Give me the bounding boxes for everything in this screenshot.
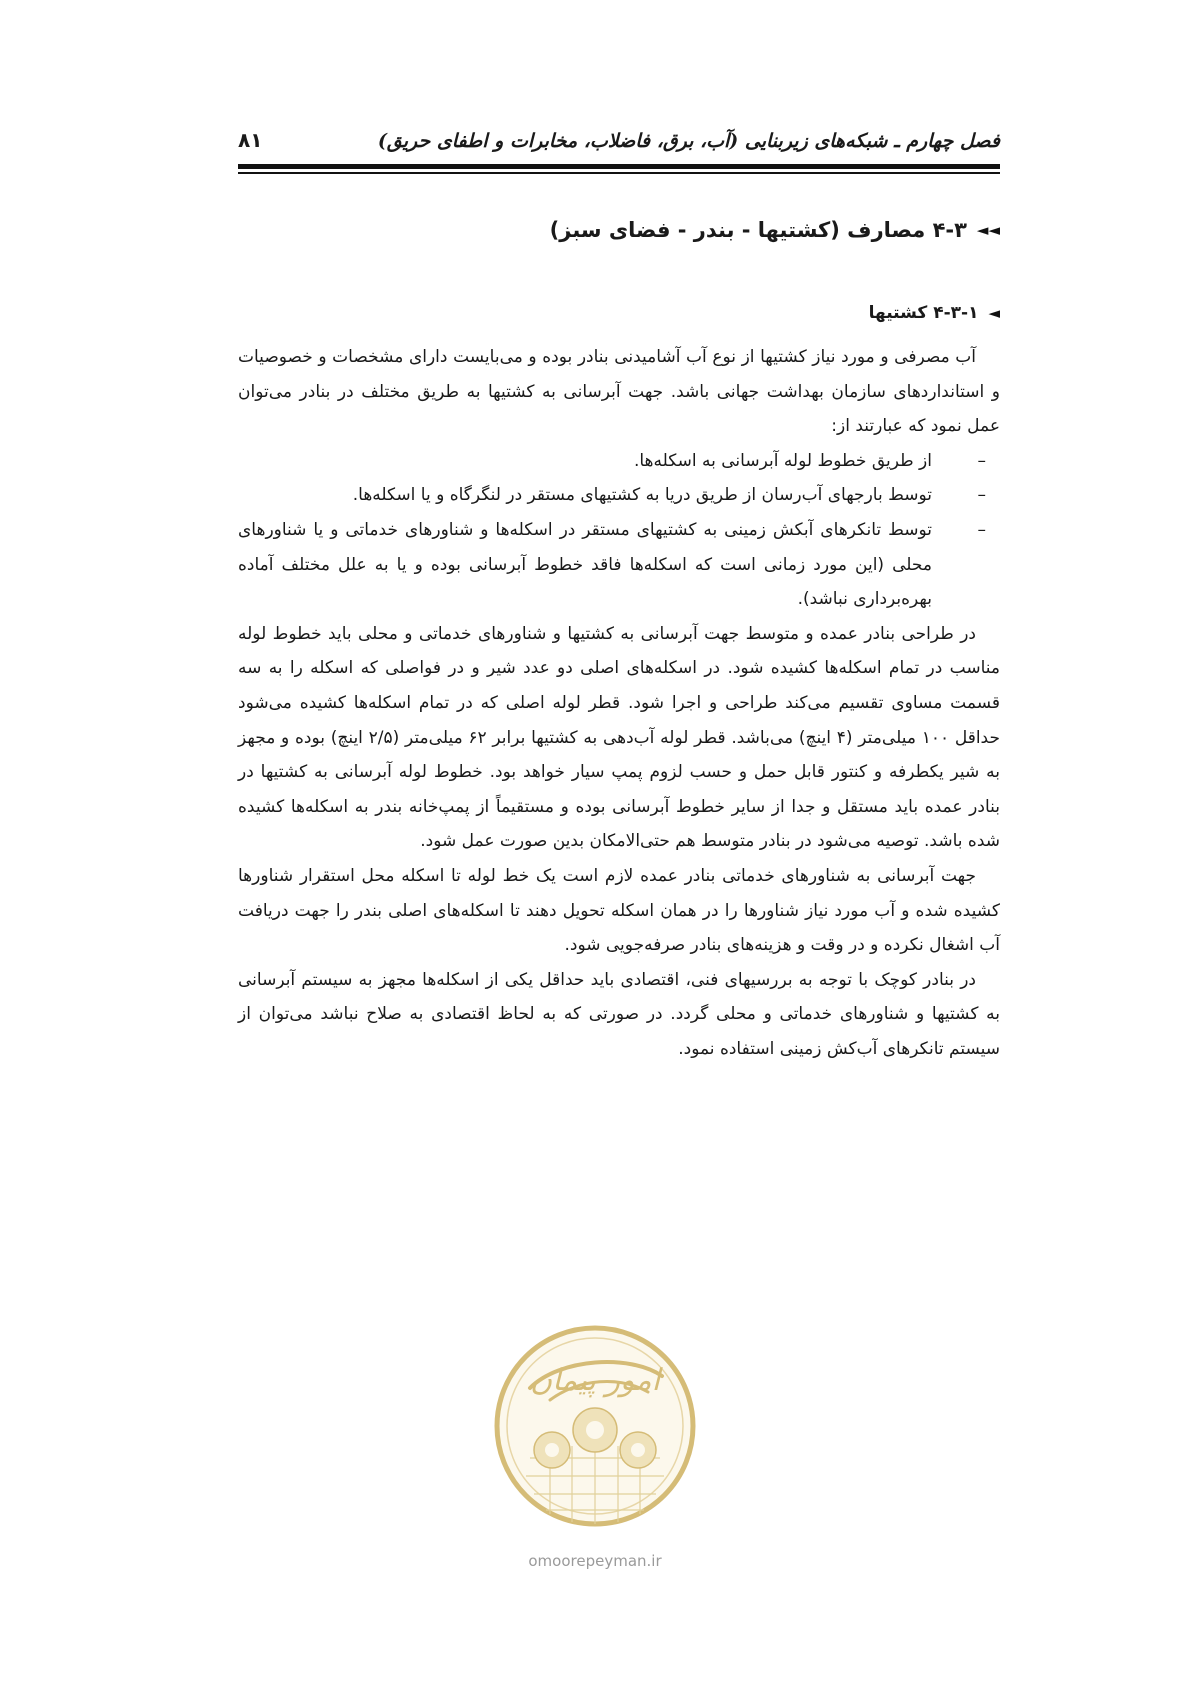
section-heading [238,210,1000,250]
dash-bullet: – [977,485,986,506]
watermark-url: omoorepeyman.ir [528,1552,662,1570]
list-item-text: توسط بارجهای آب‌رسان از طریق دریا به کشتیهای مستقر در لنگرگاه و یا اسکله‌ها. [352,485,932,506]
running-header [238,126,1000,158]
paragraph-intro: آب مصرفی و مورد نیاز کشتیها از نوع آب آشامیدنی بنادر بوده و می‌بایست دارای مشخصات و خصوصیات و استانداردهای سازمان بهداشت جهانی باشد. جهت آبرسانی به کشتیها به طریق مختلف در بنادر می‌توان عمل نمود که عبارتند از: [238,347,1000,437]
paragraph-small-ports: در بنادر کوچک با توجه به بررسیهای فنی، اقتصادی باید حداقل یکی از اسکله‌ها مجهز به سیستم آبرسانی به کشتیها و شناورهای خدماتی و محلی گردد. در صورتی که به لحاظ اقتصادی به صلاح نباشد می‌توان از سیستم تانکرهای آب‌کش زمینی استفاده نمود. [238,969,1000,1059]
watermark-logo-text: امور پیمان [530,1363,660,1398]
page-number: ۸۱ [238,128,263,152]
list-item [238,478,1000,513]
dash-bullet: – [977,450,986,471]
paragraph-service-vessels: جهت آبرسانی به شناورهای خدماتی بنادر عمده لازم است یک خط لوله تا اسکله محل استقرار شناورها کشیده شده و آب مورد نیاز شناورها را در همان اسکله تحویل دهند تا اسکله‌های اصلی بندر را جهت دریافت آب اشغال نکرده و در وقت و هزینه‌های بنادر صرفه‌جویی شود. [238,865,1000,956]
double-arrow-icon: ◄◄ [976,221,1000,239]
watermark-logo [490,1318,700,1544]
body-content [238,210,1000,1066]
list-item-text: از طریق خطوط لوله آبرسانی به اسکله‌ها. [633,450,932,471]
header-rule-thin [238,172,1000,174]
supply-methods-list [238,444,1000,617]
dash-bullet: – [977,519,986,540]
list-item [238,513,1000,617]
paragraph-pipelines: در طراحی بنادر عمده و متوسط جهت آبرسانی به کشتیها و شناورهای خدماتی و محلی باید خطوط لوله مناسب در تمام اسکله‌ها کشیده شود. در اسکله‌های اصلی دو عدد شیر و در فواصلی که اسکله را به سه قسمت مساوی تقسیم می‌کند طراحی و اجرا شود. قطر لوله اصلی که در تمام اسکله‌ها کشیده می‌شود حداقل ۱۰۰ میلی‌متر (۴ اینچ) می‌باشد. قطر لوله آب‌دهی به کشتیها برابر ۶۲ میلی‌متر (۲/۵ اینچ) بوده و مجهز به شیر یکطرفه و کنتور قابل حمل و حسب لزوم پمپ سیار خواهد بود. خطوط لوله آبرسانی به کشتیها در بنادر عمده باید مستقل و جدا از سایر خطوط آبرسانی بوده و مستقیماً از پمپ‌خانه بندر به اسکله‌ها کشیده شده باشد. توصیه می‌شود در بنادر متوسط هم حتی‌الامکان بدین صورت عمل شود. [238,623,1000,852]
header-rule-thick [238,164,1000,169]
list-item-text: توسط تانکرهای آبکش زمینی به کشتیهای مستقر در اسکله‌ها و شناورهای خدماتی و یا شناورهای محلی (این مورد زمانی است که اسکله‌ها فاقد خطوط آبرسانی بوده و یا به علل مختلف آماده بهره‌برداری نباشد). [238,519,932,610]
arrow-icon: ◄ [988,304,1000,322]
subsection-heading [238,296,1000,330]
list-item [238,444,1000,479]
section-heading-text: ۴-۳ مصارف (کشتیها - بندر - فضای سبز) [549,218,967,242]
subsection-heading-text: ۴-۳-۱ کشتیها [868,303,979,323]
chapter-title: فصل چهارم ـ شبکه‌های زیربنایی (آب، برق، فاضلاب، مخابرات و اطفای حریق) [377,130,1000,152]
